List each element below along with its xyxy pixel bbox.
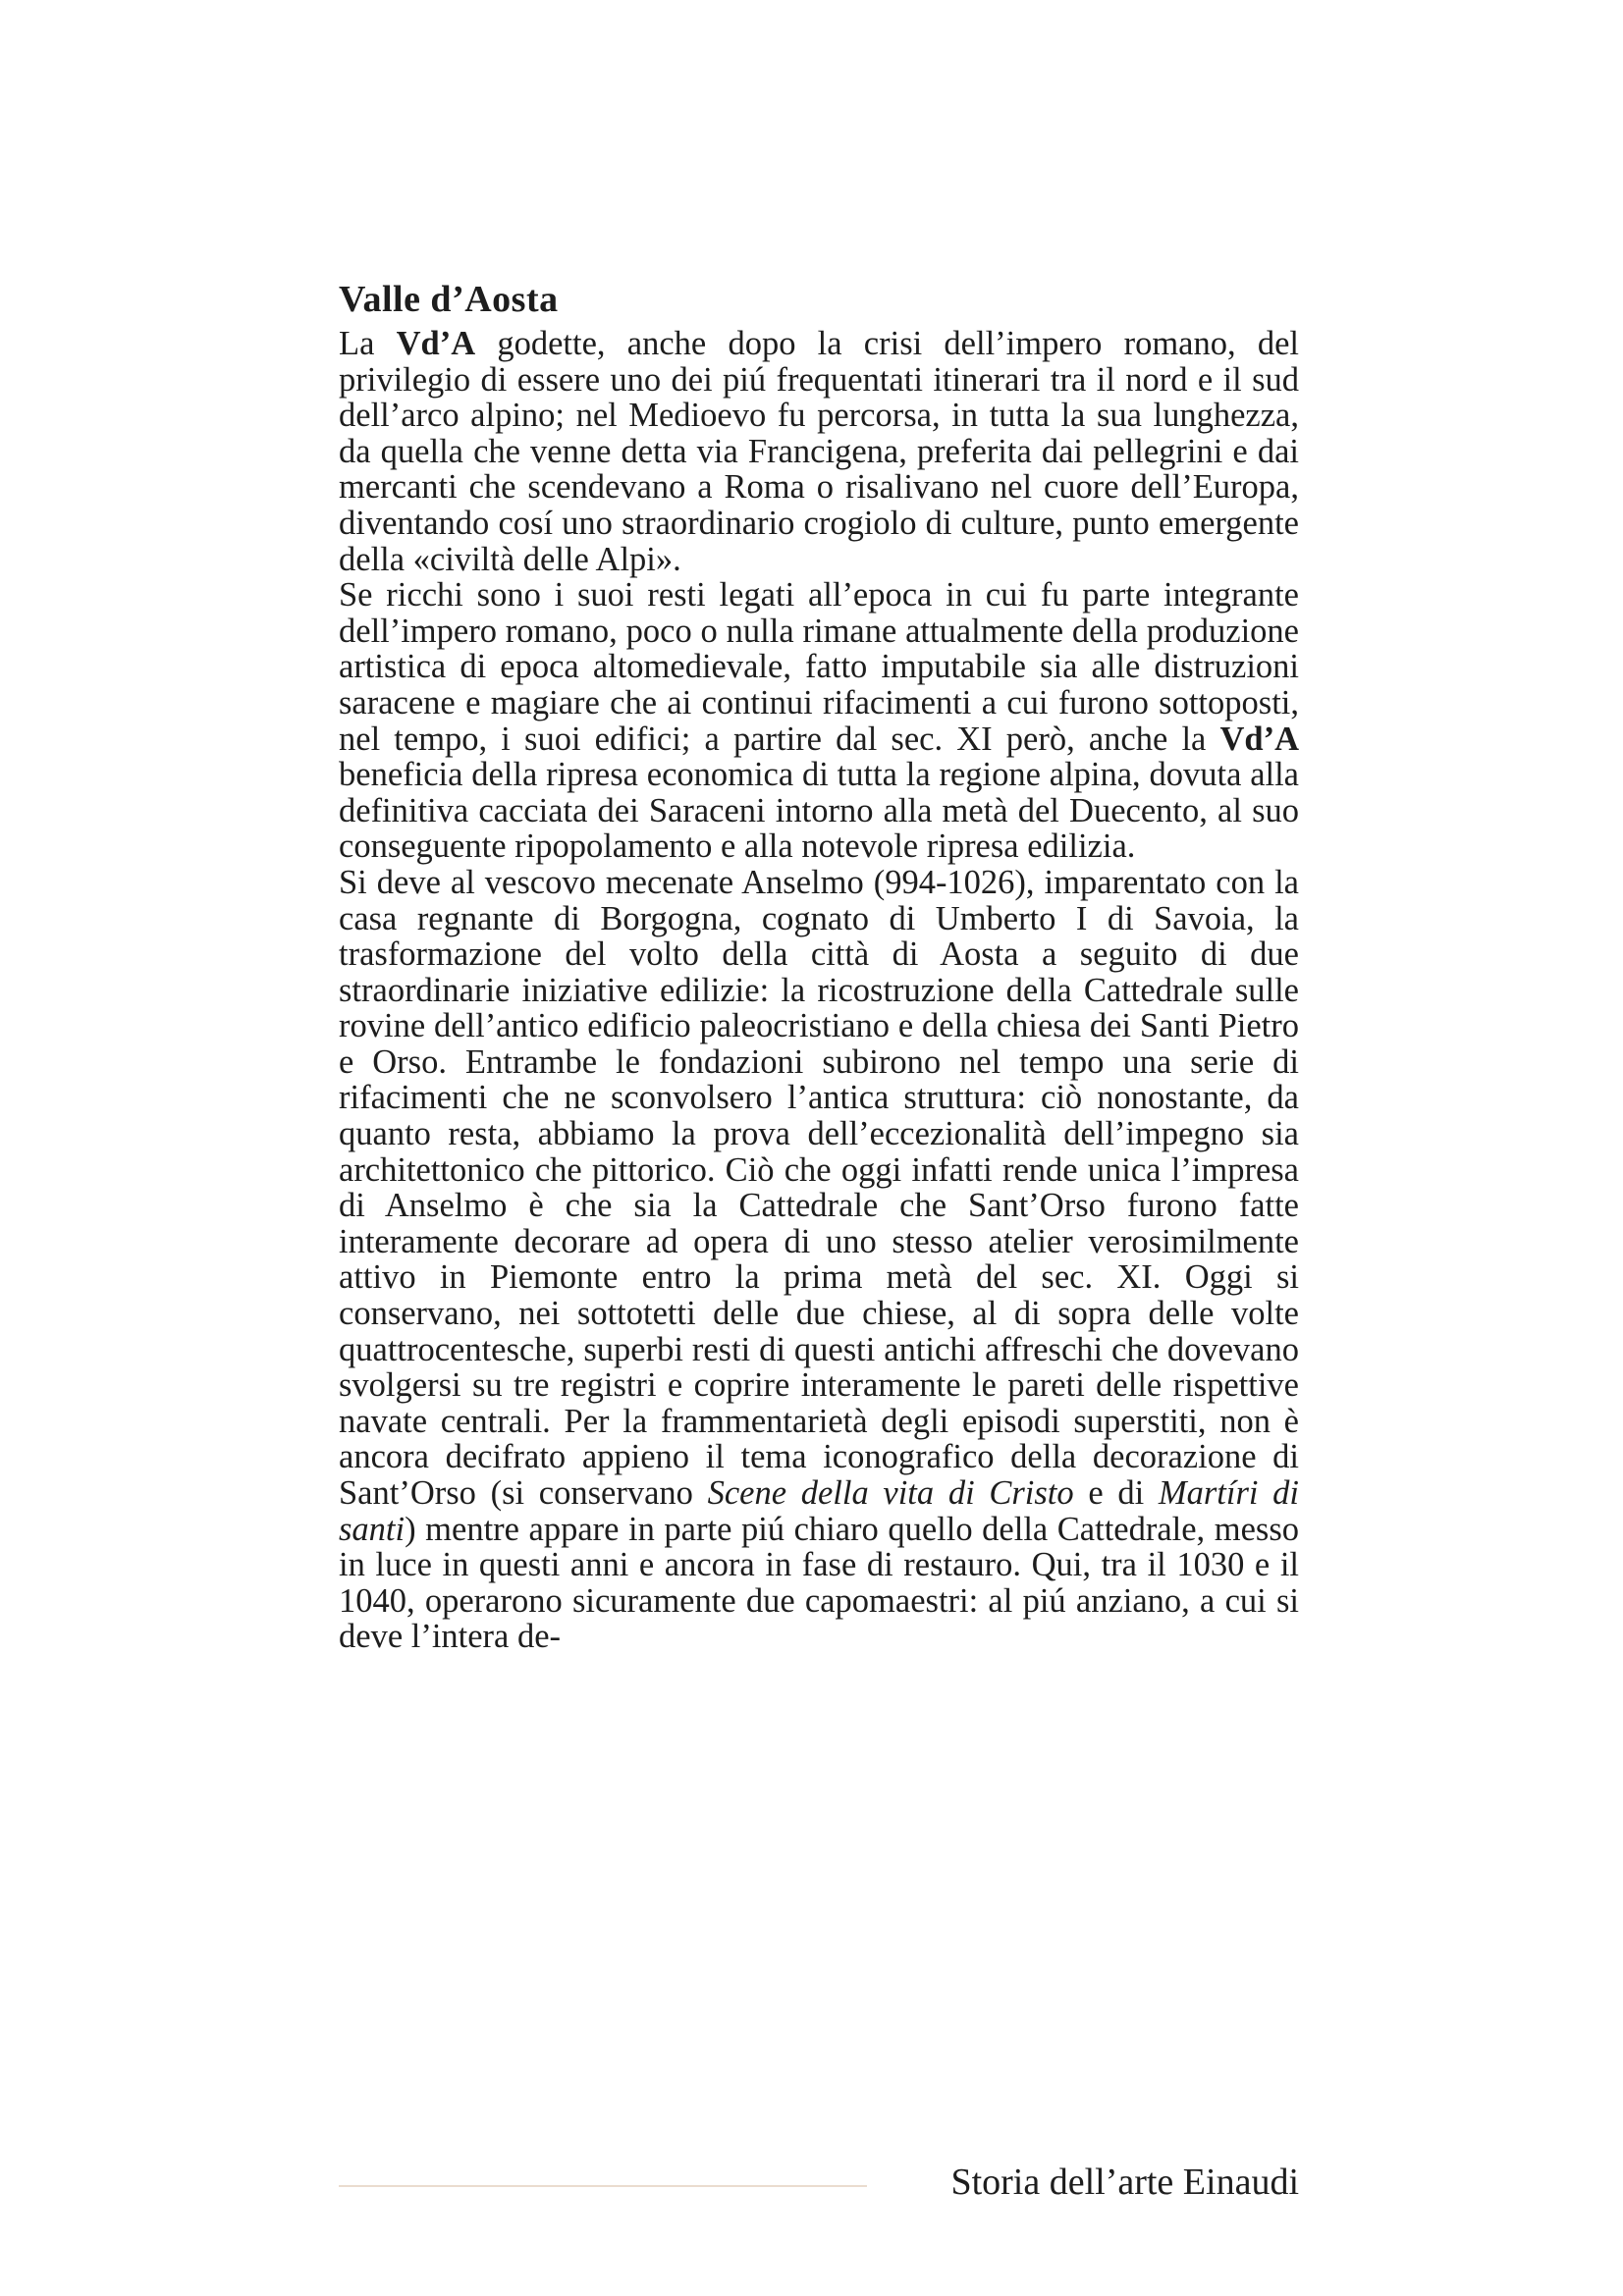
abbreviation-bold: Vd’A	[1219, 720, 1299, 758]
section-heading: Valle d’Aosta	[339, 279, 559, 320]
text-run: ) mentre appare in parte piú chiaro quello della Cattedrale, messo in luce in questi anni e ancora in fase di restauro. Qui, tra il 1030 e il 1040, operarono sicuramente due capomaestri: al piú anziano, a cui si deve l’intera de-	[339, 1510, 1299, 1656]
page-body	[339, 275, 1299, 1655]
abbreviation-bold: Vd’A	[396, 325, 476, 362]
text-run: godette, anche dopo la crisi dell’impero romano, del privilegio di essere uno dei piú frequentati itinerari tra il nord e il sud dell’arco alpino; nel Medioevo fu percorsa, in tutta la sua lunghezza, da quella che venne detta via Francigena, preferita dai pellegrini e dai mercanti che scendevano a Roma o risalivano nel cuore dell’Europa, diventando cosí uno straordinario crogiolo di culture, punto emergente della «civiltà delle Alpi».	[339, 325, 1299, 578]
text-run: Se ricchi sono i suoi resti legati all’epoca in cui fu parte integrante dell’impero romano, poco o nulla rimane attualmente della produzione artistica di epoca altomedievale, fatto imputabile sia alle distruzioni saracene e magiare che ai continui rifacimenti a cui furono sottoposti, nel tempo, i suoi edifici; a partire dal sec. XI però, anche la	[339, 576, 1299, 758]
text-run: Si deve al vescovo mecenate Anselmo (994-1026), imparentato con la casa regnante di Borgogna, cognato di Umberto I di Savoia, la trasformazione del volto della città di Aosta a seguito di due straordinarie iniziative edilizie: la ricostruzione della Cattedrale sulle rovine dell’antico edificio paleocristiano e della chiesa dei Santi Pietro e Orso. Entrambe le fondazioni subirono nel tempo una serie di rifacimenti che ne sconvolsero l’antica struttura: ciò nonostante, da quanto resta, abbiamo la prova dell’eccezionalità dell’impegno sia architettonico che pittorico. Ciò che oggi infatti rende unica l’impresa di Anselmo è che sia la Cattedrale che Sant’Orso furono fatte interamente decorare ad opera di uno stesso atelier verosimilmente attivo in Piemonte entro la prima metà del sec. XI. Oggi si conservano, nei sottotetti delle due chiese, al di sopra delle volte quattrocentesche, superbi resti di questi antichi affreschi che dovevano svolgersi su tre registri e coprire interamente le pareti delle rispettive navate centrali. Per la frammentarietà degli episodi superstiti, non è ancora decifrato appieno il tema iconografico della decorazione di Sant’Orso (si conservano	[339, 863, 1299, 1512]
footer-rule	[339, 2185, 867, 2187]
text-run: e di	[1073, 1474, 1159, 1512]
paragraph-1	[339, 326, 1299, 577]
paragraph-2	[339, 577, 1299, 865]
italic-title: Martíri di santi	[339, 1474, 1299, 1548]
italic-title: Scene della vita di Cristo	[707, 1474, 1074, 1512]
paragraph-3	[339, 865, 1299, 1655]
text-run: beneficia della ripresa economica di tutta la regione alpina, dovuta alla definitiva cacciata dei Saraceni intorno alla metà del Duecento, al suo conseguente ripopolamento e alla notevole ripresa edilizia.	[339, 756, 1299, 866]
footer-title: Storia dell’arte Einaudi	[950, 2162, 1299, 2203]
text-run: La	[339, 325, 397, 362]
